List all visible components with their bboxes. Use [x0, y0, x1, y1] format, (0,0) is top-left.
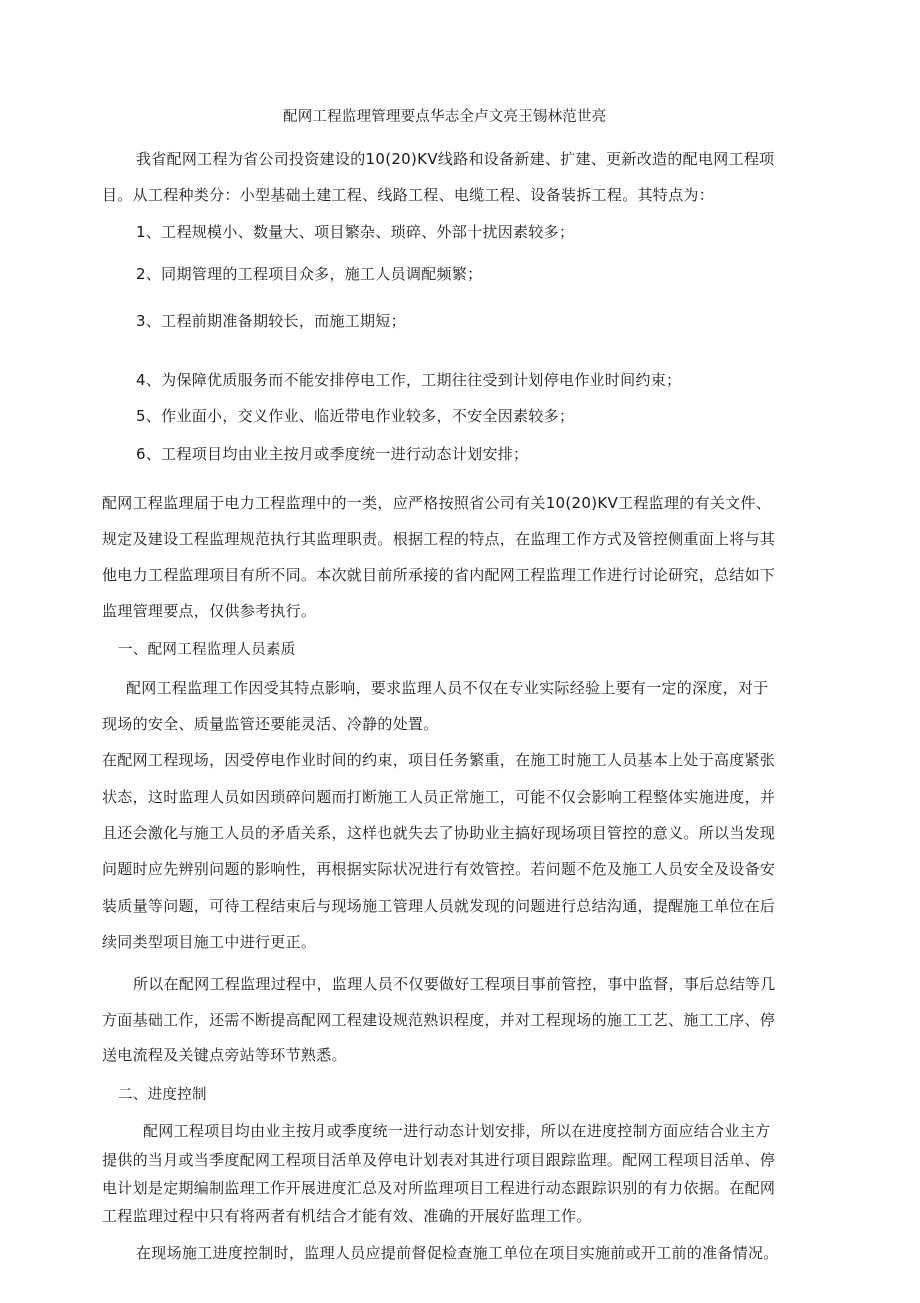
- section-heading-2: 二、进度控制: [118, 1087, 207, 1103]
- s1-p3-line-2: 方面基础工作，还需不断提高配网工程建设规范熟识程度，并对工程现场的施工工艺、施工工序、停: [102, 1011, 776, 1029]
- s1-p2-line-1: 在配网工程现场，因受停电作业时间的约束，项目任务繁重，在施工时施工人员基本上处于高度紧张: [102, 751, 776, 769]
- s1-p2-line-2: 状态，这时监理人员如因琐碎问题而打断施工人员正常施工，可能不仅会影响工程整体实施进度，并: [102, 788, 776, 806]
- s1-p1-line-2: 现场的安全、质量监管还要能灵活、冷静的处置。: [102, 715, 439, 733]
- s1-p2-line-6: 续同类型项目施工中进行更正。: [102, 933, 317, 951]
- s1-p1-line-1: 配网工程监理工作因受其特点影响，要求监理人员不仅在专业实际经验上要有一定的深度，对于: [126, 679, 769, 697]
- s1-p2-line-3: 且还会激化与施工人员的矛盾关系，这样也就失去了协助业主搞好现场项目管控的意义。所以当发现: [102, 824, 776, 842]
- feature-item-6: 6、工程项目均由业主按月或季度统一进行动态计划安排；: [136, 445, 529, 463]
- s2-p1-line-2: 提供的当月或当季度配网工程项目活单及停电计划表对其进行项目跟踪监理。配网工程项目活单、停: [102, 1151, 776, 1169]
- s1-p3-line-3: 送电流程及关键点旁站等环节熟悉。: [102, 1046, 347, 1064]
- s2-p1-line-3: 电计划是定期编制监理工作开展进度汇总及对所监理项目工程进行动态跟踪识别的有力依据。在配网: [102, 1179, 776, 1197]
- scope-line-3: 他电力工程监理项目有所不同。本次就目前所承接的省内配网工程监理工作进行讨论研究，总结如下: [102, 566, 776, 584]
- s2-p1-line-4: 工程监理过程中只有将两者有机结合才能有效、准确的开展好监理工作。: [102, 1207, 592, 1225]
- feature-item-1: 1、工程规模小、数量大、项目繁杂、琐碎、外部十扰因素较多；: [136, 223, 575, 241]
- intro-line-2: 目。从工程种类分：小型基础土建工程、线路工程、电缆工程、设备装拆工程。其特点为：: [102, 186, 715, 204]
- feature-item-2: 2、同期管理的工程项目众多，施工人员调配频繁；: [136, 265, 483, 283]
- feature-item-4: 4、为保障优质服务而不能安排停电工作，工期往往受到计划停电作业时间约束；: [136, 371, 682, 389]
- s2-p1-line-1: 配网工程项目均由业主按月或季度统一进行动态计划安排，所以在进度控制方面应结合业主方: [143, 1122, 771, 1140]
- feature-item-5: 5、作业面小，交义作业、临近带电作业较多，不安全因素较多；: [136, 407, 575, 425]
- scope-line-1: 配网工程监理届于电力工程监理中的一类，应严格按照省公司有关10(20)KV工程监理的有关文件、: [102, 494, 772, 512]
- scope-line-4: 监理管理要点，仅供参考执行。: [102, 602, 317, 620]
- intro-line-1: 我省配网工程为省公司投资建设的10(20)KV线路和设备新建、扩建、更新改造的配电网工程项: [136, 150, 775, 168]
- s1-p3-line-1: 所以在配网工程监理过程中，监理人员不仅要做好工程项目事前管控，事中监督，事后总结等几: [133, 975, 776, 993]
- feature-item-3: 3、工程前期准备期较长，而施工期短；: [136, 312, 406, 330]
- s1-p2-line-5: 装质量等问题，可待工程结束后与现场施工管理人员就发现的问题进行总结沟通，提醒施工单位在后: [102, 897, 776, 915]
- document-title: 配网工程监理管理要点华志全卢文亮王锡林范世亮: [283, 109, 607, 125]
- s1-p2-line-4: 问题时应先辨别问题的影响性，再根据实际状况进行有效管控。若问题不危及施工人员安全及设备安: [102, 860, 776, 878]
- section-heading-1: 一、配网工程监理人员素质: [118, 642, 296, 658]
- s2-p2-line-1: 在现场施工进度控制时，监理人员应提前督促检查施工单位在项目实施前或开工前的准备情况。: [136, 1244, 779, 1262]
- scope-line-2: 规定及建设工程监理规范执行其监理职责。根据工程的特点，在监理工作方式及管控侧重面上将与其: [102, 530, 776, 548]
